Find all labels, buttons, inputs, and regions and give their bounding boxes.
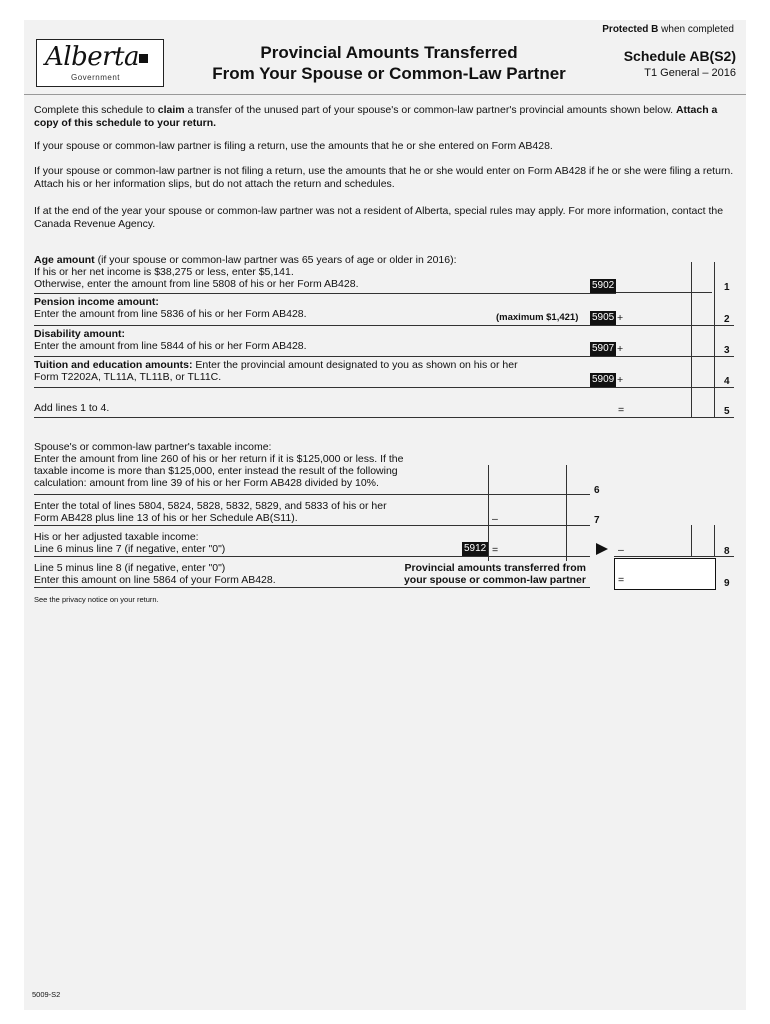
line-1-amount-field[interactable] bbox=[616, 277, 712, 293]
line-7-amount-field[interactable] bbox=[502, 509, 564, 525]
header-divider bbox=[24, 94, 746, 95]
line-number-2: 2 bbox=[724, 314, 730, 325]
line-3-description: Disability amount: Enter the amount from line 5844 of his or her Form AB428. bbox=[34, 328, 307, 352]
line-5907-code: 5907 bbox=[592, 343, 615, 354]
form-number: 5009-S2 bbox=[32, 990, 61, 999]
line-3-amount-field[interactable] bbox=[629, 340, 691, 356]
form-title: Provincial Amounts Transferred From Your Spouse or Common-Law Partner bbox=[212, 43, 566, 83]
line-number-5: 5 bbox=[724, 406, 730, 417]
logo-subtitle: Government bbox=[71, 73, 121, 82]
line-number-9: 9 bbox=[724, 578, 730, 589]
line-9-result-label: Provincial amounts transferred from your spouse or common-law partner bbox=[403, 562, 586, 586]
line-8-right-rule bbox=[614, 556, 734, 557]
line-7-operator: – bbox=[492, 513, 498, 525]
intro-paragraph-1: Complete this schedule to claim a transfer of the unused part of your spouse's or common-law partner's provincial amounts shown below. Attach a copy of this schedule to your return. bbox=[34, 104, 718, 129]
line-2-description: Pension income amount: Enter the amount from line 5836 of his or her Form AB428. bbox=[34, 296, 307, 320]
intro-paragraph-4: If at the end of the year your spouse or common-law partner was not a resident of Alberta, special rules may apply. For more information, contact the Canada Revenue Agency. bbox=[34, 205, 724, 230]
line-5-operator: = bbox=[618, 404, 625, 416]
line-5-rule bbox=[34, 417, 734, 418]
logo-flag-icon bbox=[139, 54, 148, 63]
line-5-amount-field[interactable] bbox=[629, 401, 691, 417]
line-number-1: 1 bbox=[724, 282, 730, 293]
line-5-description: Add lines 1 to 4. bbox=[34, 402, 110, 414]
line-8-operator: = bbox=[492, 544, 499, 556]
line-7-rule bbox=[34, 525, 590, 526]
cents-column-rule bbox=[714, 262, 715, 418]
line-2-rule bbox=[34, 325, 734, 326]
mid-cents-column-rule bbox=[566, 465, 567, 561]
line-4-amount-field[interactable] bbox=[629, 371, 691, 387]
line-6-amount-field[interactable] bbox=[492, 478, 564, 494]
line-5902-code: 5902 bbox=[592, 280, 615, 291]
alberta-logo bbox=[36, 39, 164, 87]
line-3-operator: + bbox=[617, 343, 624, 355]
line-number-8: 8 bbox=[724, 546, 730, 557]
form-page bbox=[24, 20, 746, 1010]
privacy-notice: See the privacy notice on your return. bbox=[34, 595, 159, 604]
line-number-4: 4 bbox=[724, 376, 730, 387]
line-3-rule bbox=[34, 356, 734, 357]
line-9-description: Line 5 minus line 8 (if negative, enter "0") Enter this amount on line 5864 of your Form AB428. bbox=[34, 562, 276, 586]
line-4-rule bbox=[34, 387, 734, 388]
line-8-amount-column-rule bbox=[691, 525, 692, 557]
line-6-description: Spouse's or common-law partner's taxable income: Enter the amount from line 260 of his or her return if it is $125,000 or less. If the taxable income is more than $125,000, enter instead the result of the following calculation: amount from line 39 of his or her Form AB428 divided by 10%. bbox=[34, 441, 404, 489]
line-2-amount-field[interactable] bbox=[629, 309, 691, 325]
line-5909-code: 5909 bbox=[592, 374, 615, 385]
line-9-operator: = bbox=[618, 574, 625, 586]
pension-maximum-note: (maximum $1,421) bbox=[496, 312, 579, 323]
line-number-7: 7 bbox=[594, 515, 600, 526]
line-8-cents-column-rule bbox=[714, 525, 715, 557]
line-9-amount-field[interactable] bbox=[614, 558, 716, 590]
line-5905-code: 5905 bbox=[592, 312, 615, 323]
line-1-rule bbox=[34, 293, 616, 294]
line-8-result-field[interactable] bbox=[629, 540, 691, 556]
line-6-rule bbox=[34, 494, 590, 495]
protected-notice: Protected B when completed bbox=[602, 24, 734, 35]
line-8-operator-right: – bbox=[618, 544, 624, 556]
arrow-right-icon bbox=[596, 543, 608, 555]
intro-paragraph-3: If your spouse or common-law partner is not filing a return, use the amounts that he or she would enter on Form AB428 if he or she were filing a return. Attach his or her information slips, but do not attach the return and schedules. bbox=[34, 165, 734, 190]
line-8-amount-field[interactable] bbox=[502, 540, 564, 556]
intro-paragraph-2: If your spouse or common-law partner is filing a return, use the amounts that he or she entered on Form AB428. bbox=[34, 140, 553, 152]
line-5912-code: 5912 bbox=[464, 543, 487, 554]
line-9-rule bbox=[34, 587, 590, 588]
line-number-6: 6 bbox=[594, 485, 600, 496]
line-2-operator: + bbox=[617, 312, 624, 324]
line-1-description: Age amount (if your spouse or common-law partner was 65 years of age or older in 2016): If his or her net income is $38,275 or less, enter $5,141. Otherwise, enter the amount from line 5808 of his or her Form AB428. bbox=[34, 254, 457, 290]
logo-wordmark: Alberta bbox=[45, 42, 139, 72]
schedule-id: Schedule AB(S2) T1 General – 2016 bbox=[623, 48, 736, 79]
line-number-3: 3 bbox=[724, 345, 730, 356]
line-4-description: Tuition and education amounts: Enter the provincial amount designated to you as shown on his or her Form T2202A, TL11A, TL11B, or TL11C. bbox=[34, 359, 518, 383]
line-4-operator: + bbox=[617, 374, 624, 386]
line-7-description: Enter the total of lines 5804, 5824, 5828, 5832, 5829, and 5833 of his or her Form AB428 plus line 13 of his or her Schedule AB(S11). bbox=[34, 500, 387, 524]
line-8-description: His or her adjusted taxable income: Line 6 minus line 7 (if negative, enter "0") bbox=[34, 531, 226, 555]
line-8-rule bbox=[34, 556, 590, 557]
